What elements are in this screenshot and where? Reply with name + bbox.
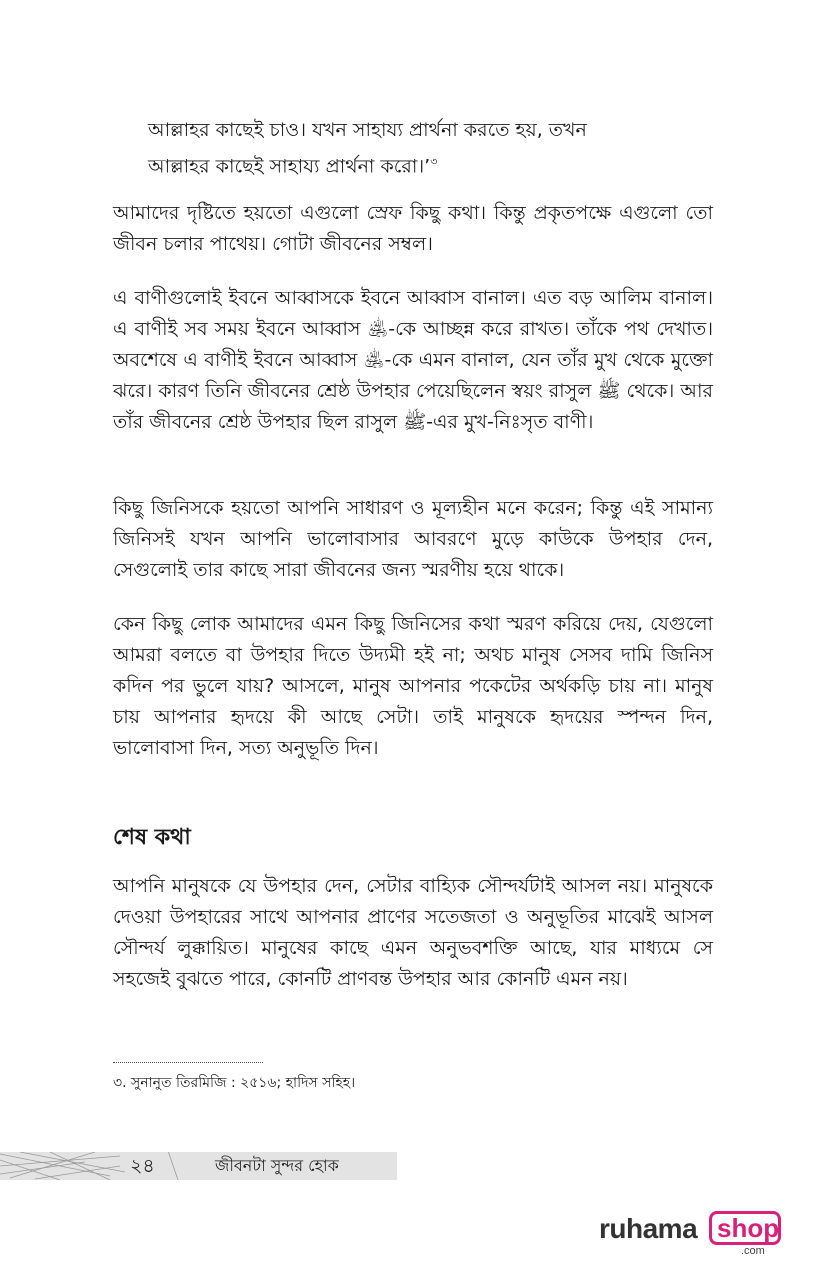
footnote: ৩. সুনানুত তিরমিজি : ২৫১৬; হাদিস সহিহ। bbox=[113, 1075, 356, 1091]
paragraph-2: এ বাণীগুলোই ইবনে আব্বাসকে ইবনে আব্বাস বানাল। এত বড় আলিম বানাল। এ বাণীই সব সময় ইবনে আব্বাস ﵁-কে আচ্ছন্ন করে রাখত। তাঁকে পথ দেখাত। অবশেষে এ বাণীই ইবনে আব্বাস ﵁-কে এমন বানাল, যেন তাঁর মুখ থেকে মুক্তো ঝরে। কারণ তিনি জীবনের শ্রেষ্ঠ উপহার পেয়েছিলেন স্বয়ং রাসুল ﷺ থেকে। আর তাঁর জীবনের শ্রেষ্ঠ উপহার ছিল রাসুল ﷺ-এর মুখ-নিঃসৃত বাণী। bbox=[113, 287, 713, 433]
page-footer bbox=[0, 1152, 397, 1180]
paragraph-3: কিছু জিনিসকে হয়তো আপনি সাধারণ ও মূল্যহীন মনে করেন; কিন্তু এই সামান্য জিনিসই যখন আপনি ভালোবাসার আবরণে মুড়ে কাউকে উপহার দেন, সেগুলোই তার কাছে সারা জীবনের জন্য স্মরণীয় হয়ে থাকে। bbox=[113, 497, 713, 581]
logo-domain-text: .com bbox=[741, 1245, 765, 1257]
logo-brand-text: ruhama bbox=[599, 1213, 698, 1244]
paragraph-4: কেন কিছু লোক আমাদের এমন কিছু জিনিসের কথা স্মরণ করিয়ে দেয়, যেগুলো আমরা বলতে বা উপহার দিতে উদ্যমী হই না; অথচ মানুষ সেসব দামি জিনিস কদিন পর ভুলে যায়? আসলে, মানুষ আপনার পকেটের অর্থকড়ি চায় না। মানুষ চায় আপনার হৃদয়ে কী আছে সেটা। তাই মানুষকে হৃদয়ের স্পন্দন দিন, ভালোবাসা দিন, সত্য অনুভূতি দিন। bbox=[113, 613, 713, 759]
section-heading: শেষ কথা bbox=[113, 825, 191, 850]
page-number: ২৪ bbox=[130, 1155, 155, 1177]
footnote-divider bbox=[113, 1062, 263, 1063]
section-body: আপনি মানুষকে যে উপহার দেন, সেটার বাহ্যিক সৌন্দর্যটাই আসল নয়। মানুষকে দেওয়া উপহারের সাথে আপনার প্রাণের সতেজতা ও অনুভূতির মাঝেই আসল সৌন্দর্য লুক্কায়িত। মানুষের কাছে এমন অনুভবশক্তি আছে, যার মাধ্যমে সে সহজেই বুঝতে পারে, কোনটি প্রাণবন্ত উপহার আর কোনটি এমন নয়। bbox=[113, 875, 713, 990]
decorative-lines-icon bbox=[0, 1152, 190, 1180]
logo-shop-text: shop bbox=[717, 1213, 780, 1243]
quote-line-2-text: আল্লাহর কাছেই সাহায্য প্রার্থনা করো।’ bbox=[148, 155, 431, 178]
footnote-reference: ৩ bbox=[430, 155, 438, 168]
paragraph-1: আমাদের দৃষ্টিতে হয়তো এগুলো স্রেফ কিছু কথা। কিন্তু প্রকৃতপক্ষে এগুলো তো জীবন চলার পাথেয়। গোটা জীবনের সম্বল। bbox=[113, 202, 713, 255]
logo-shop-box bbox=[709, 1211, 781, 1245]
running-title: জীবনটা সুন্দর হোক bbox=[215, 1156, 339, 1175]
quote-block bbox=[148, 115, 678, 182]
quote-line-2 bbox=[148, 146, 678, 182]
quote-line-1: আল্লাহর কাছেই চাও। যখন সাহায্য প্রার্থনা করতে হয়, তখন bbox=[148, 119, 587, 141]
